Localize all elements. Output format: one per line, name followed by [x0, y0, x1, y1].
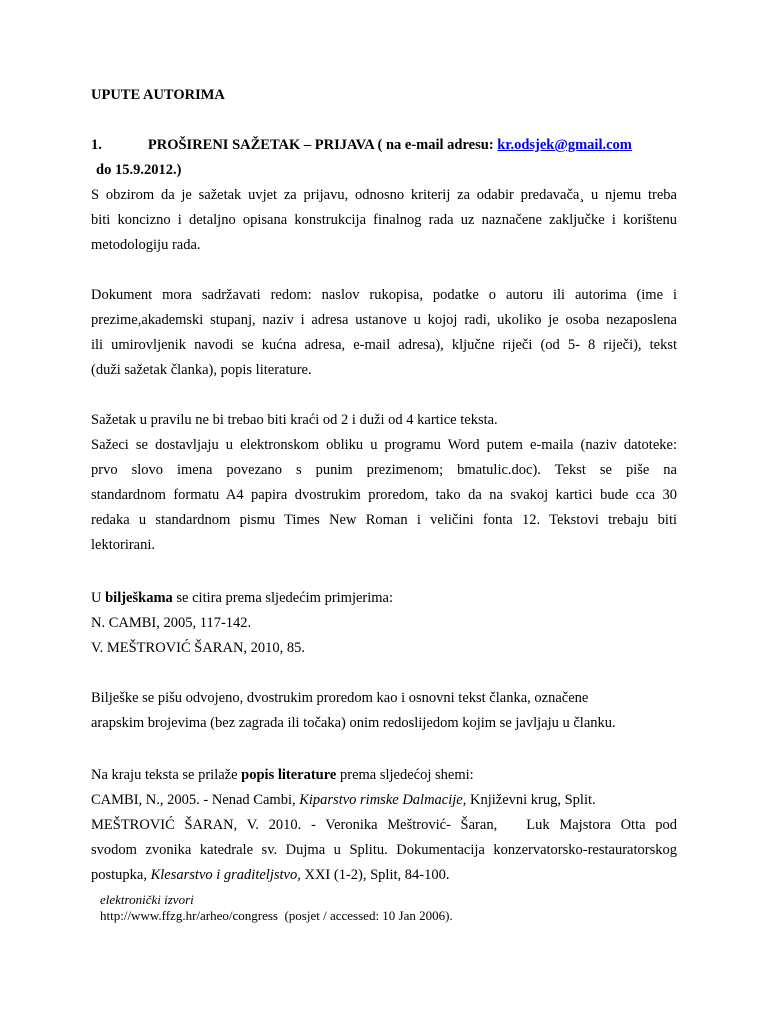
reference-text: , Književni krug, Split.	[462, 792, 596, 808]
literature-suffix: prema sljedećoj shemi:	[336, 767, 474, 783]
paragraph-line: Bilješke se pišu odvojeno, dvostrukim proredom kao i osnovni tekst članka, označene	[91, 690, 589, 706]
reference-text: postupka,	[91, 867, 151, 883]
email-link[interactable]: kr.odsjek@gmail.com	[497, 137, 632, 153]
paragraph-line: standardnom formatu A4 papira dvostrukim proredom, tako da na svakoj kartici bude cca 30	[91, 487, 677, 503]
paragraph-line: Sažeci se dostavljaju u elektronskom obliku u programu Word putem e-maila (naziv datoteke:	[91, 437, 677, 453]
reference-entry	[91, 791, 677, 809]
citation-example: N. CAMBI, 2005, 117-142.	[91, 615, 252, 631]
section-heading-text: PROŠIRENI SAŽETAK – PRIJAVA ( na e-mail adresu:	[147, 137, 498, 153]
paragraph-line: S obzirom da je sažetak uvjet za prijavu, odnosno kriterij za odabir predavača¸ u njemu treba	[91, 187, 677, 203]
section-number: 1.	[91, 137, 102, 153]
reference-text: CAMBI, N., 2005. - Nenad Cambi,	[91, 792, 300, 808]
notes-intro	[91, 589, 677, 607]
notes-suffix: se citira prema sljedećim primjerima:	[172, 590, 394, 606]
reference-title: Kiparstvo rimske Dalmacije	[299, 792, 463, 808]
paragraph-line: redaka u standardnom pismu Times New Roman i veličini fonta 12. Tekstovi trebaju biti	[91, 512, 677, 528]
literature-prefix: Na kraju teksta se prilaže	[91, 767, 242, 783]
paragraph-line: metodologiju rada.	[91, 237, 201, 253]
electronic-sources-label: elektronički izvori	[100, 892, 194, 907]
paragraph-line: Sažetak u pravilu ne bi trebao biti kraći od 2 i duži od 4 kartice teksta.	[91, 412, 498, 428]
reference-title: Klesarstvo i graditeljstvo,	[150, 867, 301, 883]
section-deadline: do 15.9.2012.)	[96, 162, 182, 178]
literature-bold-term: popis literature	[241, 767, 337, 783]
reference-entry: MEŠTROVIĆ ŠARAN, V. 2010. - Veronika Meštrović- Šaran, Luk Majstora Otta pod	[91, 817, 677, 833]
paragraph-line: biti koncizno i detaljno opisana konstrukcija finalnog rada uz naznačene zaključke i korištenu	[91, 212, 677, 228]
reference-text: XXI (1-2), Split, 84-100.	[300, 867, 450, 883]
paragraph-line: lektorirani.	[91, 537, 156, 553]
paragraph-line: ili umirovljenik navodi se kućna adresa, e-mail adresa), ključne riječi (od 5- 8 riječi), tekst	[91, 337, 677, 353]
section-1-heading	[91, 136, 677, 154]
notes-bold-term: bilješkama	[105, 590, 173, 606]
reference-entry: svodom zvonika katedrale sv. Dujma u Splitu. Dokumentacija konzervatorsko-restauratorskog	[91, 842, 677, 858]
paragraph-line: arapskim brojevima (bez zagrada ili točaka) onim redoslijedom kojim se javljaju u članku.	[91, 715, 616, 731]
notes-prefix: U	[91, 590, 106, 606]
paragraph-line: Dokument mora sadržavati redom: naslov rukopisa, podatke o autoru ili autorima (ime i	[91, 287, 677, 303]
citation-example: V. MEŠTROVIĆ ŠARAN, 2010, 85.	[91, 640, 306, 656]
literature-intro	[91, 766, 677, 784]
page-title: UPUTE AUTORIMA	[91, 87, 225, 103]
paragraph-line: prvo slovo imena povezano s punim prezimenom; bmatulic.doc). Tekst se piše na	[91, 462, 677, 478]
reference-entry	[91, 866, 677, 884]
electronic-source-url[interactable]: http://www.ffzg.hr/arheo/congress (posjet / accessed: 10 Jan 2006).	[100, 908, 453, 923]
paragraph-line: (duži sažetak članka), popis literature.	[91, 362, 312, 378]
paragraph-line: prezime,akademski stupanj, naziv i adresa ustanove u kojoj radi, ukoliko je osoba nezaposlena	[91, 312, 677, 328]
